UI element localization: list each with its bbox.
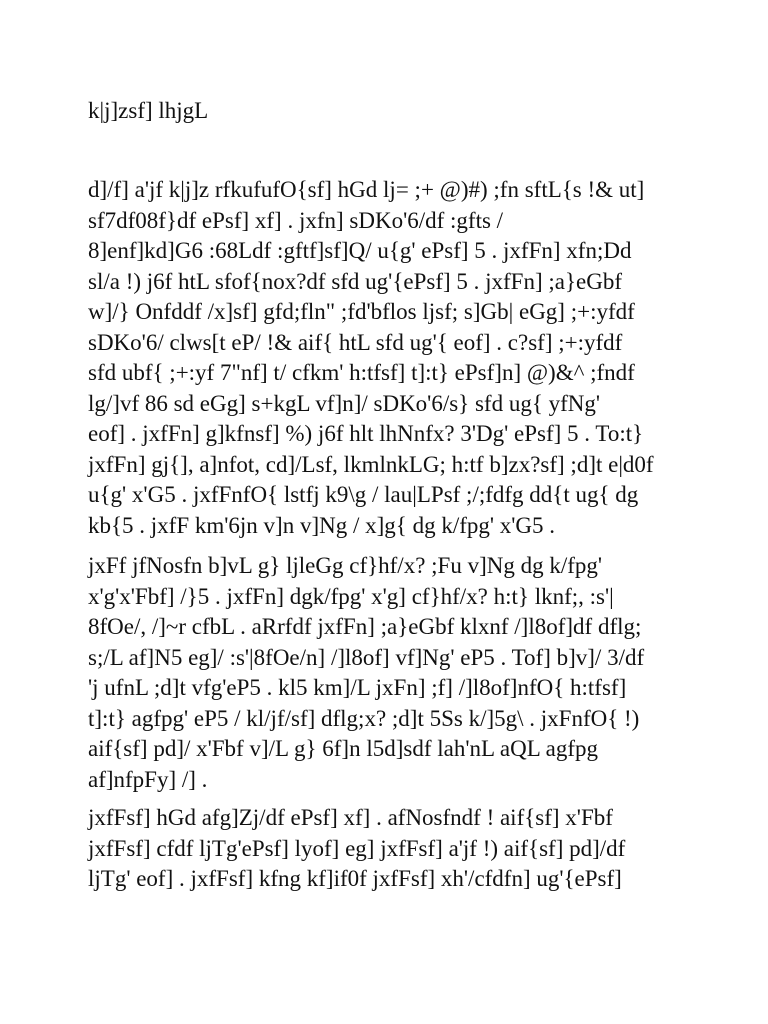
text-line: sDKo'6/ clws[t eP/ !& aif{ htL sfd ug'{ eof] . c?sf] ;+:yfdf <box>88 329 623 355</box>
text-line: x'g'x'Fbf] /}5 . jxfFn] dgk/fpg' x'g] cf}hf/x? h:t} lknf;, :s'| <box>88 583 614 609</box>
text-line: 8]enf]kd]G6 :68Ldf :gftf]sf]Q/ u{g' ePsf] 5 . jxfFn] xfn;Dd <box>88 238 632 263</box>
text-line: u{g' x'G5 . jxfFnfO{ lstfj k9\g / lau|LPsf ;/;fdfg dd{t ug{ dg <box>88 482 639 507</box>
text-line: aif{sf] pd]/ x'Fbf v]/L g} 6f]n l5d]sdf lah'nL aQL agfpg <box>88 736 599 761</box>
text-line: jxfFn] gj{], a]nfot, cd]/Lsf, lkmlnkLG; h:tf b]zx?sf] ;d]t e|d0f <box>88 451 654 477</box>
paragraph <box>88 551 708 795</box>
text-line: sfd ubf{ ;+:yf 7"nf] t/ cfkm' h:tfsf] t]:t} ePsf]n] @)&^ ;fndf <box>88 360 635 385</box>
text-line: kb{5 . jxfF km'6jn v]n v]Ng / x]g{ dg k/fpg' x'G5 . <box>88 512 556 538</box>
text-line: d]/f] a'jf k|j]z rfkufufO{sf] hGd lj= ;+ @)#) ;fn sftL{s !& ut] <box>88 177 645 202</box>
document-title: k|j]zsf] lhjgL <box>88 98 209 123</box>
text-line: 'j ufnL ;d]t vfg'eP5 . kl5 km]/L jxFn] ;f] /]l8of]nfO{ h:tfsf] <box>88 675 627 700</box>
text-line: t]:t} agfpg' eP5 / kl/jf/sf] dflg;x? ;d]t 5Ss k/]5g\ . jxFnfO{ !) <box>88 705 640 731</box>
text-line: eof] . jxfFn] g]kfnsf] %) j6f hlt lhNnfx? 3'Dg' ePsf] 5 . To:t} <box>88 421 644 446</box>
text-line: s;/L af]N5 eg]/ :s'|8fOe/n] /]l8of] vf]Ng' eP5 . Tof] b]v]/ 3/df <box>88 644 645 670</box>
paragraph <box>88 803 708 895</box>
text-line: lg/]vf 86 sd eGg] s+kgL vf]n]/ sDKo'6/s} sfd ug{ yfNg' <box>88 390 601 416</box>
text-line: w]/} Onfddf /x]sf] gfd;fln" ;fd'bflos ljsf; s]Gb| eGg] ;+:yfdf <box>88 299 635 324</box>
text-line: 8fOe/, /]~r cfbL . aRrfdf jxfFn] ;a}eGbf klxnf /]l8of]df dflg; <box>88 614 642 639</box>
text-line: sl/a !) j6f htL sfof{nox?df sfd ug'{ePsf] 5 . jxfFn] ;a}eGbf <box>88 268 622 294</box>
text-line: jxfFsf] hGd afg]Zj/df ePsf] xf] . afNosfndf ! aif{sf] x'Fbf <box>88 805 613 830</box>
text-line: jxfFsf] cfdf ljTg'ePsf] lyof] eg] jxfFsf] a'jf !) aif{sf] pd]/df <box>88 835 626 861</box>
text-line: sf7df08f}df ePsf] xf] . jxfn] sDKo'6/df :gfts / <box>88 207 504 233</box>
paragraph <box>88 175 708 541</box>
text-line: jxFf jfNosfn b]vL g} ljleGg cf}hf/x? ;Fu v]Ng dg k/fpg' <box>88 553 603 578</box>
text-line: af]nfpFy] /] . <box>88 766 208 792</box>
text-line: ljTg' eof] . jxfFsf] kfng kf]if0f jxfFsf] xh'/cfdfn] ug'{ePsf] <box>88 866 622 891</box>
